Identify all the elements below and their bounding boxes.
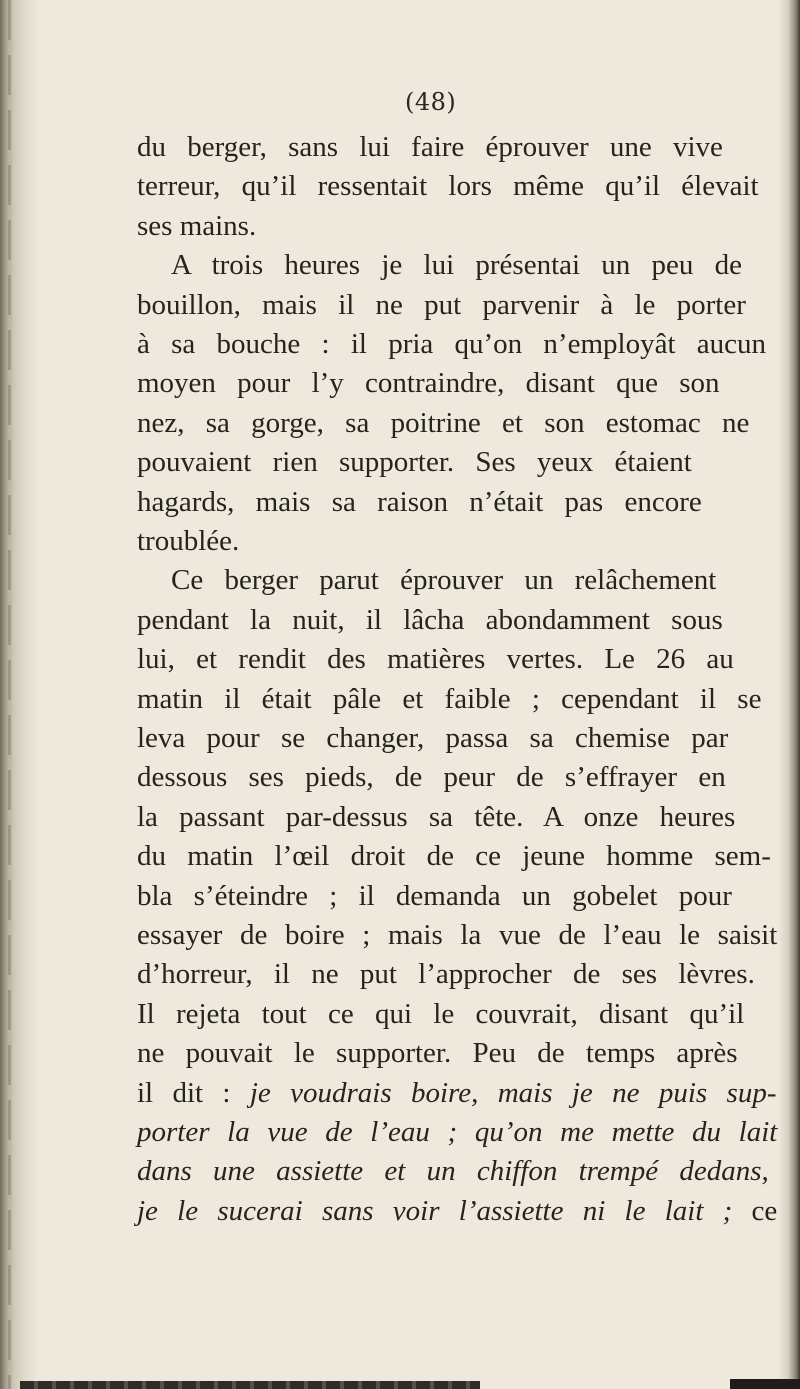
text-line	[137, 285, 746, 325]
text-line	[171, 245, 742, 285]
text-line	[137, 324, 766, 364]
line-text: Ce berger parut éprouver un relâchement	[171, 564, 717, 597]
text-line	[137, 836, 771, 876]
line-text: d’horreur, il ne put l’approcher de ses lèvres.	[137, 958, 755, 991]
line-text: il dit :	[137, 1076, 231, 1109]
line-text: nez, sa gorge, sa poitrine et son estomac ne	[137, 406, 750, 439]
line-text: A trois heures je lui présentai un peu de	[171, 249, 743, 282]
line-text: bla s’éteindre ; il demanda un gobelet pour	[137, 879, 732, 912]
line-text: Il rejeta tout ce qui le couvrait, disant qu’il	[137, 997, 745, 1030]
text-line	[137, 718, 728, 758]
line-text: du matin l’œil droit de ce jeune homme sem-	[137, 840, 771, 873]
bottom-page-edge	[20, 1381, 480, 1389]
line-text: dessous ses pieds, de peur de s’effrayer en	[137, 761, 726, 794]
text-line	[137, 442, 692, 482]
text-line	[137, 915, 777, 955]
text-line	[137, 1033, 738, 1073]
text-line	[137, 1151, 769, 1191]
text-line	[137, 1112, 777, 1152]
text-line	[137, 757, 726, 797]
line-text: leva pour se changer, passa sa chemise par	[137, 722, 729, 754]
text-line	[137, 954, 755, 994]
line-text: moyen pour l’y contraindre, disant que son	[137, 367, 720, 400]
text-line	[137, 1191, 777, 1231]
line-text: ses mains.	[137, 209, 257, 242]
line-text-continued: je voudrais boire, mais je ne puis sup-	[249, 1076, 777, 1109]
line-text-continued: ce	[751, 1194, 778, 1227]
text-line	[137, 994, 744, 1034]
line-text: lui, et rendit des matières vertes. Le 26 au	[137, 643, 734, 676]
text-line	[137, 403, 749, 443]
line-text: hagards, mais sa raison n’était pas encore	[137, 485, 702, 518]
line-text: matin il était pâle et faible ; cependant il se	[137, 682, 762, 715]
line-text: je le sucerai sans voir l’assiette ni le lait ;	[137, 1194, 733, 1227]
line-text: porter la vue de l’eau ; qu’on me mette du lait	[137, 1116, 778, 1148]
bottom-corner-shadow	[730, 1379, 800, 1389]
line-text: dans une assiette et un chiffon trempé dedans,	[137, 1155, 769, 1188]
text-line	[137, 639, 734, 679]
text-line	[137, 876, 732, 916]
text-line	[137, 482, 702, 522]
line-text: terreur, qu’il ressentait lors même qu’il élevait	[137, 170, 759, 203]
page-number: (48)	[405, 88, 457, 116]
text-line	[137, 363, 720, 403]
line-text: pendant la nuit, il lâcha abondamment sous	[137, 603, 723, 636]
line-text: troublée.	[137, 525, 240, 557]
text-line	[137, 127, 723, 167]
text-line	[137, 206, 256, 246]
line-text: la passant par-dessus sa tête. A onze heures	[137, 800, 736, 833]
line-text: à sa bouche : il pria qu’on n’employât aucun	[137, 328, 767, 360]
line-text: pouvaient rien supporter. Ses yeux étaient	[137, 446, 692, 479]
line-text: bouillon, mais il ne put parvenir à le porter	[137, 288, 746, 321]
binding-gutter	[0, 0, 40, 1389]
text-line	[137, 166, 759, 206]
text-line	[137, 1073, 777, 1113]
line-text: essayer de boire ; mais la vue de l’eau le saisit	[137, 919, 778, 951]
text-line	[137, 797, 735, 837]
text-line	[137, 679, 761, 719]
line-text: du berger, sans lui faire éprouver une vive	[137, 131, 723, 163]
line-text: ne pouvait le supporter. Peu de temps après	[137, 1037, 738, 1070]
text-line	[137, 521, 239, 561]
text-line	[171, 560, 716, 600]
text-line	[137, 600, 723, 640]
page-edge	[778, 0, 800, 1389]
